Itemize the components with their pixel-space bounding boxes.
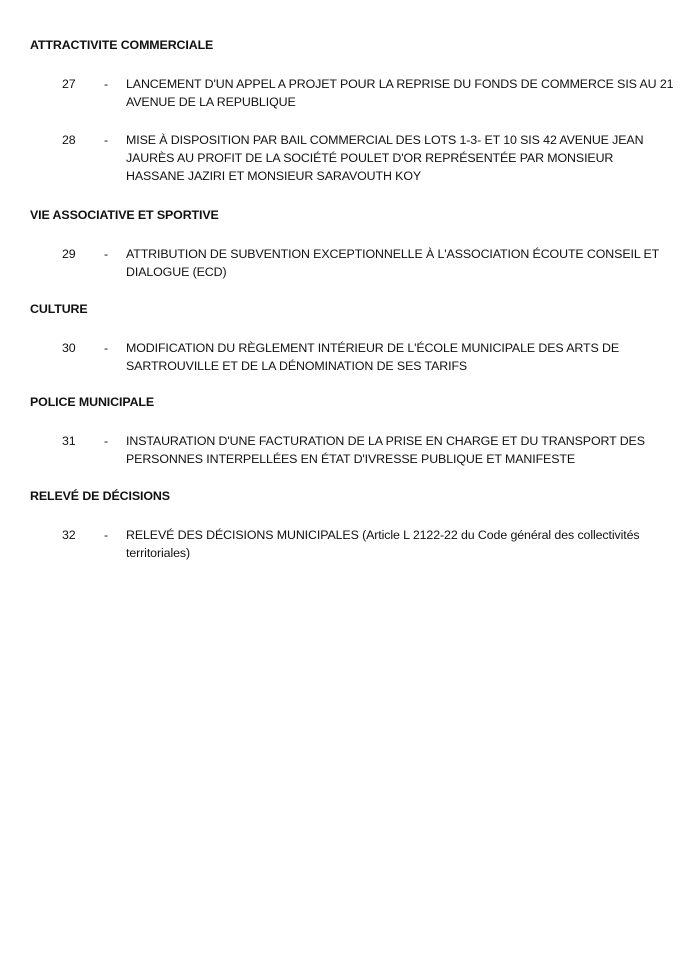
item-dash: - <box>104 133 109 147</box>
agenda-item <box>30 131 670 185</box>
item-number: 31 <box>62 434 76 448</box>
item-text: MODIFICATION DU RÈGLEMENT INTÉRIEUR DE L'ÉCOLE MUNICIPALE DES ARTS DE SARTROUVILLE ET DE LA DÉNOMINATION DE SES TARIFS <box>126 341 620 373</box>
agenda-item <box>30 339 670 375</box>
section-attractivite-commerciale <box>30 37 674 185</box>
section-title: CULTURE <box>30 302 88 316</box>
agenda-item <box>30 75 674 111</box>
item-number: 27 <box>62 77 76 91</box>
item-text: INSTAURATION D'UNE FACTURATION DE LA PRISE EN CHARGE ET DU TRANSPORT DES PERSONNES INTERPELLÉES EN ÉTAT D'IVRESSE PUBLIQUE ET MANIFESTE <box>126 434 645 466</box>
item-number: 28 <box>62 133 76 147</box>
section-releve-decisions <box>30 488 670 562</box>
section-police-municipale <box>30 394 670 468</box>
agenda-item <box>30 526 670 562</box>
section-vie-associative <box>30 207 670 281</box>
item-text: MISE À DISPOSITION PAR BAIL COMMERCIAL DES LOTS 1-3- ET 10 SIS 42 AVENUE JEAN JAURÈS AU PROFIT DE LA SOCIÉTÉ POULET D'OR REPRÉSENTÉE PAR MONSIEUR HASSANE JAZIRI ET MONSIEUR SARAVOUTH KOY <box>126 133 644 183</box>
section-title: POLICE MUNICIPALE <box>30 395 155 409</box>
item-dash: - <box>104 77 109 91</box>
item-text: LANCEMENT D'UN APPEL A PROJET POUR LA REPRISE DU FONDS DE COMMERCE SIS AU 21 AVENUE DE LA REPUBLIQUE <box>126 77 674 109</box>
item-number: 32 <box>62 528 76 542</box>
agenda-item <box>30 245 670 281</box>
section-title: RELEVÉ DE DÉCISIONS <box>30 489 170 503</box>
item-text: ATTRIBUTION DE SUBVENTION EXCEPTIONNELLE À L'ASSOCIATION ÉCOUTE CONSEIL ET DIALOGUE (ECD) <box>126 247 659 279</box>
item-dash: - <box>104 434 109 448</box>
item-number: 30 <box>62 341 76 355</box>
section-culture <box>30 301 670 375</box>
item-number: 29 <box>62 247 76 261</box>
item-dash: - <box>104 341 109 355</box>
section-title: VIE ASSOCIATIVE ET SPORTIVE <box>30 208 219 222</box>
item-dash: - <box>104 528 109 542</box>
agenda-item <box>30 432 670 468</box>
item-dash: - <box>104 247 109 261</box>
section-title: ATTRACTIVITE COMMERCIALE <box>30 38 214 52</box>
item-text: RELEVÉ DES DÉCISIONS MUNICIPALES (Article L 2122-22 du Code général des collectivités territoriales) <box>126 528 640 560</box>
